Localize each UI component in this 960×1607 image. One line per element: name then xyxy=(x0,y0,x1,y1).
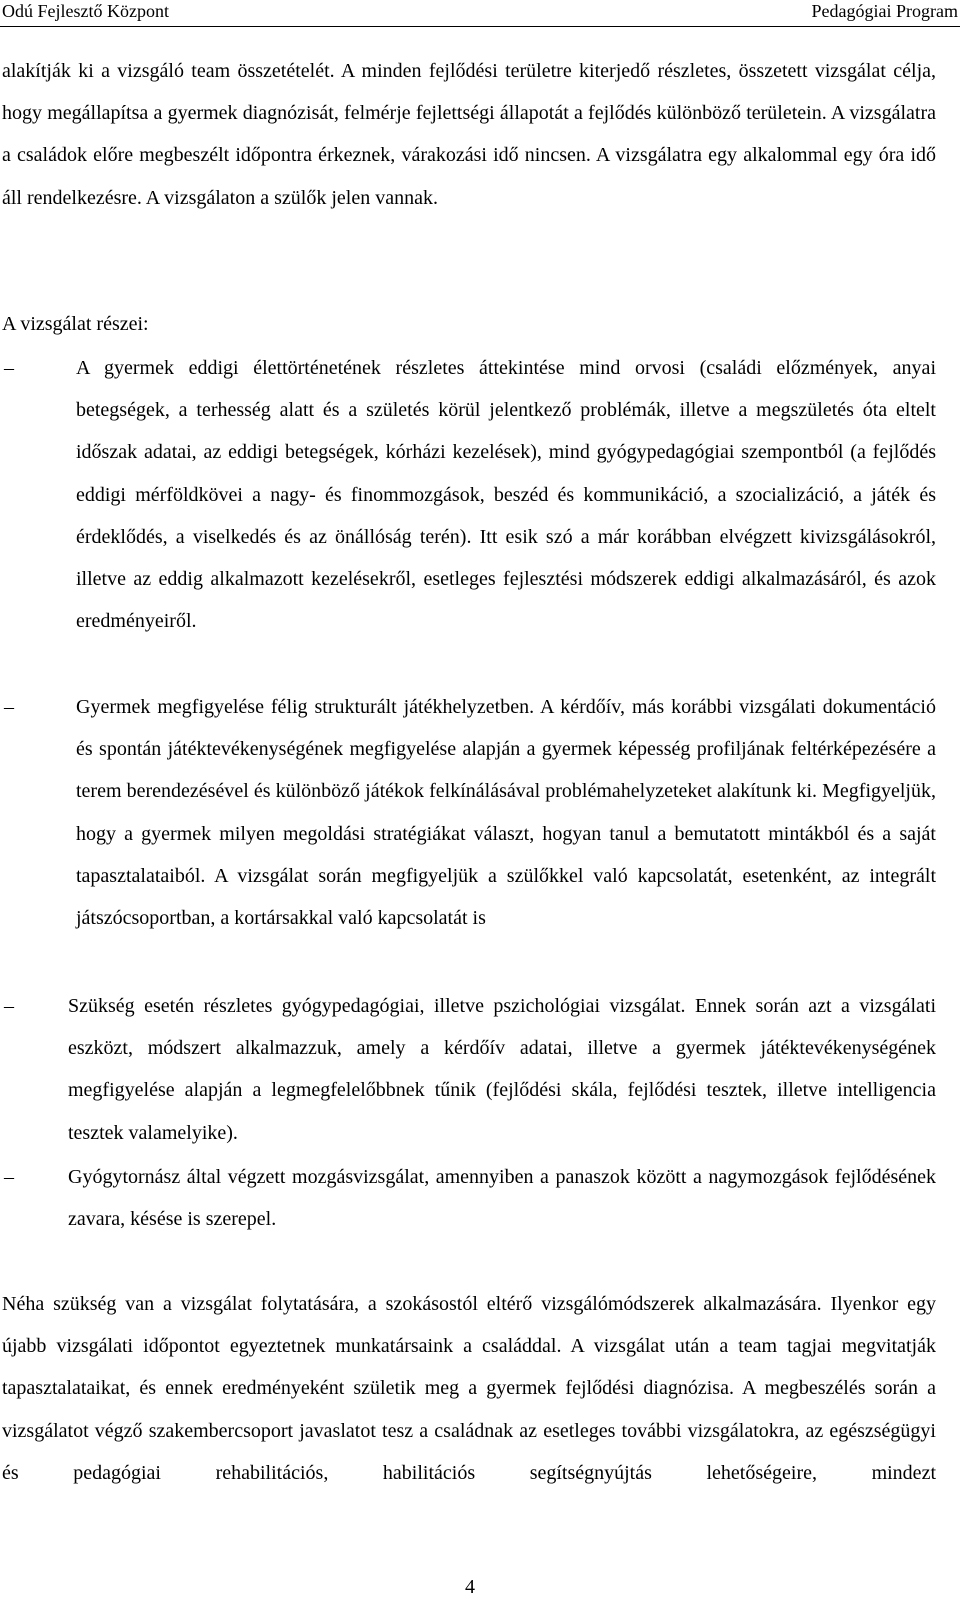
section-heading: A vizsgálat részei: xyxy=(2,313,149,335)
page-number: 4 xyxy=(465,1576,475,1598)
dash-bullet-icon: – xyxy=(4,357,14,379)
header-document-title: Pedagógiai Program xyxy=(811,1,958,21)
dash-bullet-icon: – xyxy=(4,995,14,1017)
intro-paragraph: alakítják ki a vizsgáló team összetételét. A minden fejlődési területre kiterjedő részletes, összetett vizsgálat célja, hogy megállapítsa a gyermek diagnózisát, felmérje fejlettségi állapotát a fejlődés különböző területein. A vizsgálatra a családok előre megbeszélt időpontra érkeznek, várakozási idő nincsen. A vizsgálatra egy alkalommal egy óra idő áll rendelkezésre. A vizsgálaton a szülők jelen vannak. xyxy=(2,60,936,209)
header-organization: Odú Fejlesztő Központ xyxy=(2,1,169,21)
dash-bullet-icon: – xyxy=(4,696,14,718)
list-item-text: Szükség esetén részletes gyógypedagógiai, illetve pszichológiai vizsgálat. Ennek során azt a vizsgálati eszközt, módszert alkalmazzuk, amely a kérdőív adatai, illetve a gyermek játéktevékenységének megfigyelése alapján a legmegfelelőbbnek tűnik (fejlődési skála, fejlődési tesztek, illetve intelligencia tesztek valamelyike). xyxy=(68,995,936,1144)
list-item-text: Gyermek megfigyelése félig strukturált játékhelyzetben. A kérdőív, más korábbi vizsgálati dokumentáció és spontán játéktevékenységének megfigyelése alapján a gyermek képesség profiljának feltérképezésére a terem berendezésével és különböző játékok felkínálásával problémahelyzeteket alakítunk ki. Megfigyeljük, hogy a gyermek milyen megoldási stratégiákat választ, hogyan tanul a bemutatott mintákból és a saját tapasztalataiból. A vizsgálat során megfigyeljük a szülőkkel való kapcsolatát, esetenként, az integrált játszócsoportban, a kortársakkal való kapcsolatát is xyxy=(76,696,936,930)
closing-paragraph: Néha szükség van a vizsgálat folytatására, a szokásostól eltérő vizsgálómódszerek alkalmazására. Ilyenkor egy újabb vizsgálati időpontot egyeztetnek munkatársaink a családdal. A vizsgálat után a team tagjai megvitatják tapasztalataikat, és ennek eredményeként születik meg a gyermek fejlődési diagnózisa. A megbeszélés során a vizsgálatot végző szakembercsoport javaslatot tesz a családnak az esetleges további vizsgálatokra, az egészségügyi és pedagógiai rehabilitációs, habilitációs segítségnyújtás lehetőségeire, mindezt xyxy=(2,1293,936,1484)
list-item-text: Gyógytornász által végzett mozgásvizsgálat, amennyiben a panaszok között a nagymozgások fejlődésének zavara, késése is szerepel. xyxy=(68,1166,936,1231)
page-header xyxy=(0,0,960,22)
list-item-text: A gyermek eddigi élettörténetének részletes áttekintése mind orvosi (családi előzmények, anyai betegségek, a terhesség alatt és a születés körül jelentkező problémák, illetve a megszületés óta eltelt időszak adatai, az eddigi betegségek, kórházi kezelések), mind gyógypedagógiai szempontból (a fejlődés eddigi mérföldkövei a nagy- és finommozgások, beszéd és kommunikáció, a szocializáció, a játék és érdeklődés, a viselkedés és az önállóság terén). Itt esik szó a már korábban elvégzett kivizsgálásokról, illetve az eddig alkalmazott kezelésekről, esetleges fejlesztési módszerek eddigi alkalmazásáról, és azok eredményeiről. xyxy=(76,357,936,633)
dash-bullet-icon: – xyxy=(4,1166,14,1188)
header-divider xyxy=(0,26,960,27)
